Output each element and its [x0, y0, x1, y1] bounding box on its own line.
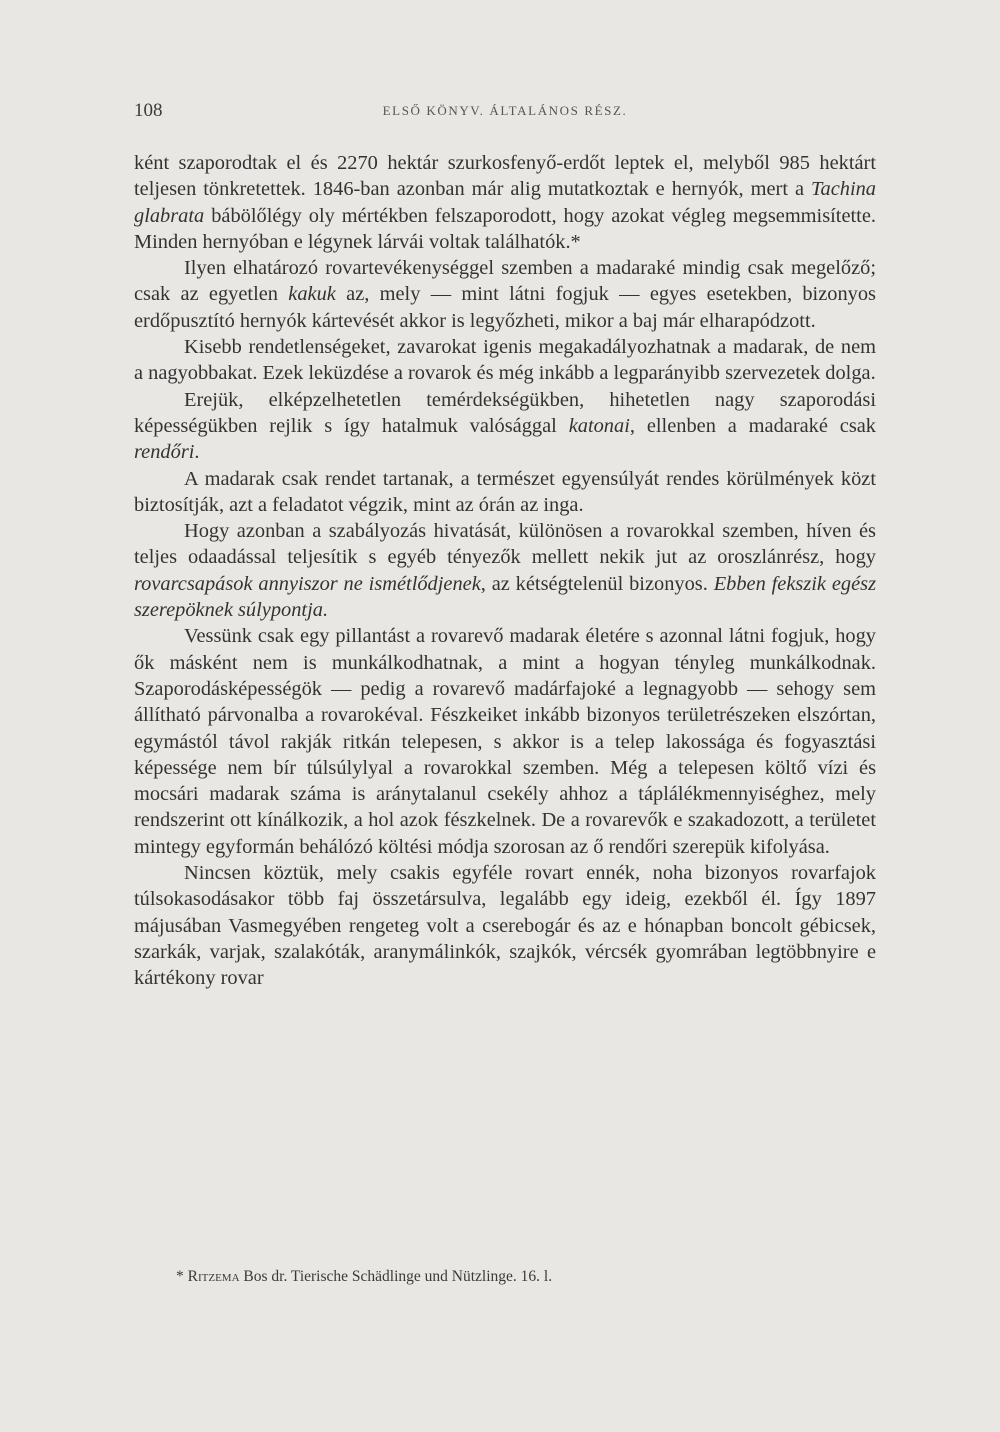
- paragraph: [134, 518, 876, 623]
- paragraph: [134, 255, 876, 334]
- text-run: ként szaporodtak el és 2270 hektár szurkosfenyő-erdőt leptek el, melyből 985 hektárt teljesen tönkretettek. 1846-ban azonban már alig mutatkoztak e hernyók, mert a: [134, 152, 876, 201]
- italic-text: kakuk: [288, 283, 336, 306]
- paragraph: [134, 387, 876, 466]
- italic-text: katonai: [568, 414, 630, 437]
- paragraph: [134, 150, 876, 255]
- text-run: Nincsen köztük, mely csakis egyféle rovart ennék, noha bizonyos rovarfajok túlsokasodásakor több faj összetársulva, legalább egy ideig, ezekből él. Így 1897 májusában Vasmegyében rengeteg volt a cserebogár és az e hónapban boncolt gébicsek, szarkák, varjak, szalakóták, aranymálinkók, szajkók, vércsék gyomrában legtöbbnyire e kártékony rovar: [134, 862, 876, 990]
- italic-text: rovarcsapások annyiszor ne ismétlődjenek: [134, 572, 481, 595]
- paragraph: [134, 623, 876, 860]
- footnote-marker: *: [176, 1268, 184, 1285]
- paragraph: [134, 860, 876, 991]
- text-run: az, mely — mint látni fogjuk — egyes esetekben, bizonyos erdőpusztító hernyók kártevését akkor is legyőzheti, mikor a baj már elharapódzott.: [134, 283, 876, 332]
- text-run: Kisebb rendetlenségeket, zavarokat igenis megakadályozhatnak a madarak, de nem a nagyobbakat. Ezek leküzdése a rovarok és még inkább a legparányibb szervezetek dolga.: [134, 336, 876, 385]
- footnote: [176, 1268, 876, 1286]
- page-number: 108: [134, 100, 163, 121]
- footnote-text: Bos dr. Tierische Schädlinge und Nützlinge. 16. l.: [239, 1268, 553, 1285]
- text-run: bábölőlégy oly mértékben felszaporodott, hogy azokat végleg megsemmisítette. Minden hernyóban e légynek lárvái voltak találhatók.*: [134, 204, 876, 253]
- running-head: [134, 100, 876, 130]
- paragraph: [134, 334, 876, 387]
- text-run: Erejük, elképzelhetetlen temérdekségükben, hihetetlen nagy szaporodási képességükben rejlik s így hatalmuk valósággal: [134, 388, 876, 437]
- italic-text: rendőri: [134, 441, 195, 464]
- body-text: [134, 150, 876, 992]
- footnote-author: Ritzema: [187, 1268, 240, 1285]
- header-title: ELSŐ KÖNYV. ÁLTALÁNOS RÉSZ.: [382, 103, 628, 118]
- text-run: A madarak csak rendet tartanak, a természet egyensúlyát rendes körülmények közt biztosítják, azt a feladatot végzik, mint az órán az inga.: [134, 467, 876, 516]
- text-run: Ilyen elhatározó rovartevékenységgel szemben a madaraké mindig csak megelőző; csak az egyetlen: [134, 257, 876, 306]
- italic-text: Tachina glabrata: [134, 178, 876, 227]
- paragraph: [134, 466, 876, 519]
- text-run: Vessünk csak egy pillantást a rovarevő madarak életére s azonnal látni fogjuk, hogy ők másként nem is munkálkodhatnak, a mint a hogyan tényleg munkálkodnak. Szaporodásképességök — pedig a rovarevő madárfajoké a legnagyobb — sehogy sem állítható párvonalba a rovarokéval. Fészkeiket inkább bizonyos területrészeken elszórtan, egymástól távol rakják ritkán telepesen, s akkor is a telep lakossága és fogyasztási képessége nem bír túlsúlylyal a rovarokkal szemben. Még a telepesen költő vízi és mocsári madarak száma is aránytalanul csekély ahhoz a táplálékmennyiséghez, mely rendszerint ott kínálkozik, a hol azok fészkelnek. De a rovarevők e szakadozott, a területet mintegy egyformán behálózó költési módja szorosan az ő rendőri szerepük kifolyása.: [134, 625, 876, 858]
- text-run: .: [194, 441, 200, 464]
- text-run: , ellenben a madaraké csak: [629, 414, 876, 437]
- text-run: , az kétségtelenül bizonyos.: [480, 572, 714, 595]
- text-run: Hogy azonban a szabályozás hivatását, különösen a rovarokkal szemben, híven és teljes odaadással teljesítik s egyéb tényezők mellett nekik jut az oroszlánrész, hogy: [134, 520, 876, 569]
- italic-text: Ebben fekszik egész szerepöknek súlypontja.: [134, 572, 876, 622]
